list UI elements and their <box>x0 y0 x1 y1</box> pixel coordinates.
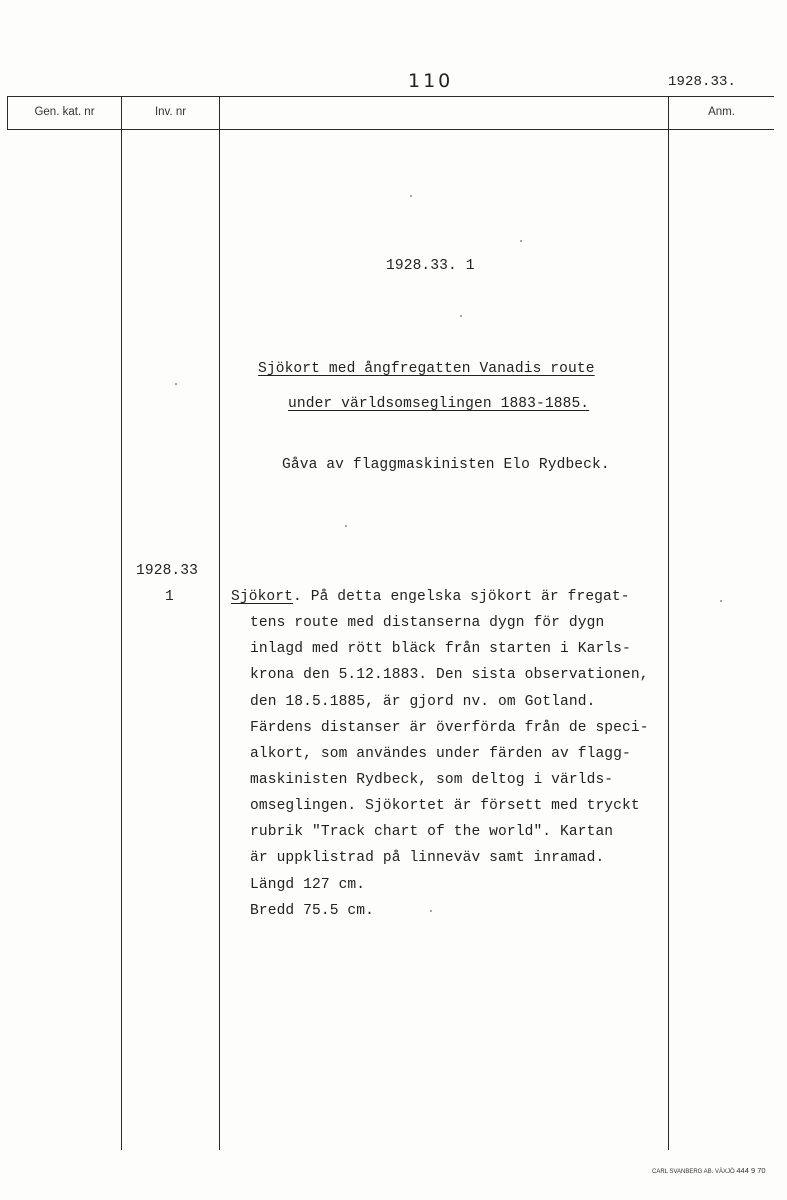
donor-line: Gåva av flaggmaskinisten Elo Rydbeck. <box>282 457 610 473</box>
entry-line: maskinisten Rydbeck, som deltog i världs- <box>250 772 614 788</box>
form-code: 444 9 70 <box>736 1166 766 1175</box>
entry-line: rubrik "Track chart of the world". Kartan <box>250 824 614 840</box>
entry-inv-subnr: 1 <box>165 589 174 605</box>
entry-line: alkort, som användes under färden av flagg- <box>250 746 631 762</box>
column-divider-2 <box>219 96 220 1150</box>
scan-speck <box>460 315 462 317</box>
entry-first-line-rest: . På detta engelska sjökort är fregat- <box>293 589 630 605</box>
column-header-anm: Anm. <box>708 106 735 118</box>
scan-speck <box>430 910 432 912</box>
entry-lead-word: Sjökort <box>231 589 294 605</box>
header-reference: 1928.33. <box>668 74 737 90</box>
column-header-gen-kat-nr: Gen. kat. nr <box>34 106 95 118</box>
page-number: 110 <box>408 70 454 92</box>
entry-line: inlagd med rött bläck från starten i Karls- <box>250 641 631 657</box>
column-divider-3 <box>668 96 669 1150</box>
entry-line: krona den 5.12.1883. Den sista observationen, <box>250 667 649 683</box>
entry-inv-nr: 1928.33 <box>136 563 199 579</box>
printer-name: CARL SVANBERG AB. VÄXJÖ <box>652 1169 735 1175</box>
entry-line: tens route med distanserna dygn för dygn <box>250 615 605 631</box>
title-line-2: under världsomseglingen 1883-1885. <box>288 396 590 412</box>
scan-speck <box>175 383 177 385</box>
entry-first-line <box>231 589 630 605</box>
entry-line: Längd 127 cm. <box>250 877 366 893</box>
entry-line: Färdens distanser är överförda från de speci- <box>250 720 649 736</box>
entry-line: Bredd 75.5 cm. <box>250 903 375 919</box>
scan-speck <box>410 195 412 197</box>
catalog-number: 1928.33. 1 <box>386 258 475 274</box>
column-divider-1 <box>121 96 122 1150</box>
scan-speck <box>345 525 347 527</box>
column-header-inv-nr: Inv. nr <box>154 106 187 118</box>
entry-line: omseglingen. Sjökortet är försett med tryckt <box>250 798 640 814</box>
entry-line: den 18.5.1885, är gjord nv. om Gotland. <box>250 694 596 710</box>
scan-speck <box>520 240 522 242</box>
printer-imprint <box>652 1166 766 1175</box>
title-line-1: Sjökort med ångfregatten Vanadis route <box>258 361 595 377</box>
entry-line: är uppklistrad på linneväv samt inramad. <box>250 850 605 866</box>
scan-speck <box>720 600 722 602</box>
